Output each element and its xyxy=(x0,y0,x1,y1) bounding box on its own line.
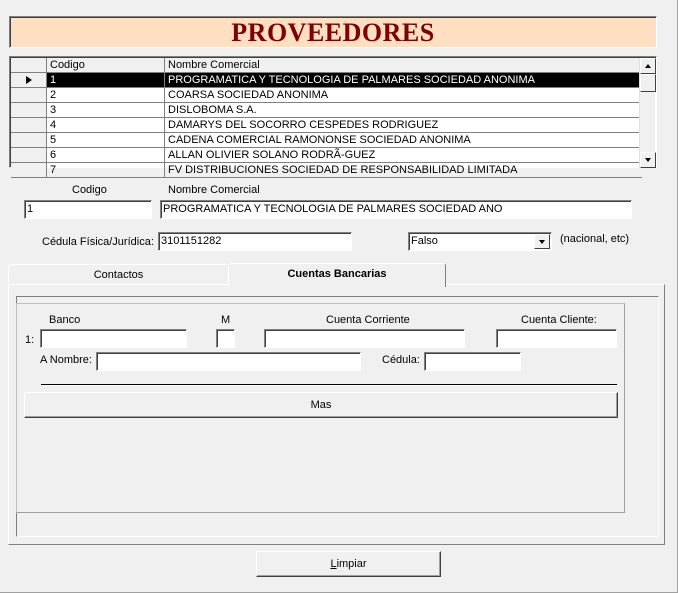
cell-nombre[interactable]: PROGRAMATICA Y TECNOLOGIA DE PALMARES SOCIEDAD ANONIMA xyxy=(165,73,642,88)
cell-nombre[interactable]: FV DISTRIBUCIONES SOCIEDAD DE RESPONSABILIDAD LIMITADA xyxy=(165,163,642,178)
cell-codigo[interactable]: 1 xyxy=(47,73,165,88)
scroll-down-button[interactable] xyxy=(640,152,656,168)
nombre-comercial-label: Nombre Comercial xyxy=(168,184,260,196)
table-row[interactable] xyxy=(11,88,642,103)
cell-nombre[interactable]: DAMARYS DEL SOCORRO CESPEDES RODRIGUEZ xyxy=(165,118,642,133)
cell-nombre[interactable]: ALLAN OLIVIER SOLANO RODRÃ-GUEZ xyxy=(165,148,642,163)
table-row[interactable] xyxy=(11,73,642,88)
a-nombre-label: A Nombre: xyxy=(40,354,92,366)
column-header-codigo[interactable]: Codigo xyxy=(47,58,165,73)
chevron-down-icon xyxy=(539,240,545,244)
row-selector[interactable] xyxy=(11,148,47,163)
cell-codigo[interactable]: 3 xyxy=(47,103,165,118)
mas-button[interactable]: Mas xyxy=(24,392,618,418)
table-row[interactable] xyxy=(11,148,642,163)
row-selector[interactable] xyxy=(11,73,47,88)
tipo-selected-value: Falso xyxy=(411,235,438,247)
arrow-up-icon xyxy=(645,64,651,68)
scroll-thumb[interactable] xyxy=(640,74,656,92)
tab-panel xyxy=(8,284,665,545)
grid-vertical-scrollbar[interactable] xyxy=(639,58,655,168)
cell-codigo[interactable]: 6 xyxy=(47,148,165,163)
tipo-hint: (nacional, etc) xyxy=(560,233,630,245)
table-row[interactable] xyxy=(11,118,642,133)
tab-contactos[interactable]: Contactos xyxy=(8,264,229,286)
cell-codigo[interactable]: 2 xyxy=(47,88,165,103)
cell-codigo[interactable]: 7 xyxy=(47,163,165,178)
page-title: PROVEEDORES xyxy=(9,16,657,48)
suppliers-grid[interactable] xyxy=(9,56,657,176)
cell-codigo[interactable]: 5 xyxy=(47,133,165,148)
row-selector[interactable] xyxy=(11,133,47,148)
table-row[interactable] xyxy=(11,163,642,178)
table-row[interactable] xyxy=(11,103,642,118)
cuenta-corriente-label: Cuenta Corriente xyxy=(326,314,410,326)
codigo-label: Codigo xyxy=(72,184,107,196)
grid-header-row xyxy=(11,58,642,73)
cell-nombre[interactable]: CADENA COMERCIAL RAMONONSE SOCIEDAD ANONIMA xyxy=(165,133,642,148)
nombre-comercial-input[interactable]: PROGRAMATICA Y TECNOLOGIA DE PALMARES SOCIEDAD ANO xyxy=(160,200,632,219)
bank-cedula-label: Cédula: xyxy=(382,354,420,366)
tipo-select[interactable] xyxy=(408,232,552,251)
table-row[interactable] xyxy=(11,133,642,148)
limpiar-hotkey: L xyxy=(330,558,337,570)
cuenta-cliente-label: Cuenta Cliente: xyxy=(521,314,597,326)
cedula-input[interactable]: 3101151282 xyxy=(158,232,352,251)
grid-body xyxy=(11,58,642,176)
cell-codigo[interactable]: 4 xyxy=(47,118,165,133)
row-number-label: 1: xyxy=(25,334,35,346)
limpiar-button[interactable] xyxy=(256,551,441,577)
tipo-dropdown-button[interactable] xyxy=(534,234,550,249)
row-selector[interactable] xyxy=(11,163,47,178)
limpiar-label: impiar xyxy=(336,558,367,570)
grid-corner-header xyxy=(11,58,47,73)
tab-cuentas-bancarias[interactable]: Cuentas Bancarias xyxy=(228,263,446,287)
arrow-down-icon xyxy=(645,158,651,162)
cell-nombre[interactable]: DISLOBOMA S.A. xyxy=(165,103,642,118)
cedula-label: Cédula Física/Jurídica: xyxy=(42,236,154,248)
row-selector[interactable] xyxy=(11,103,47,118)
column-header-nombre[interactable]: Nombre Comercial xyxy=(165,58,642,73)
codigo-input[interactable]: 1 xyxy=(24,200,152,219)
scroll-up-button[interactable] xyxy=(640,58,656,74)
row-selector[interactable] xyxy=(11,118,47,133)
current-row-pointer-icon xyxy=(26,76,32,84)
m-label: M xyxy=(221,314,231,326)
banco-label: Banco xyxy=(49,314,81,326)
row-selector[interactable] xyxy=(11,88,47,103)
cell-nombre[interactable]: COARSA SOCIEDAD ANONIMA xyxy=(165,88,642,103)
